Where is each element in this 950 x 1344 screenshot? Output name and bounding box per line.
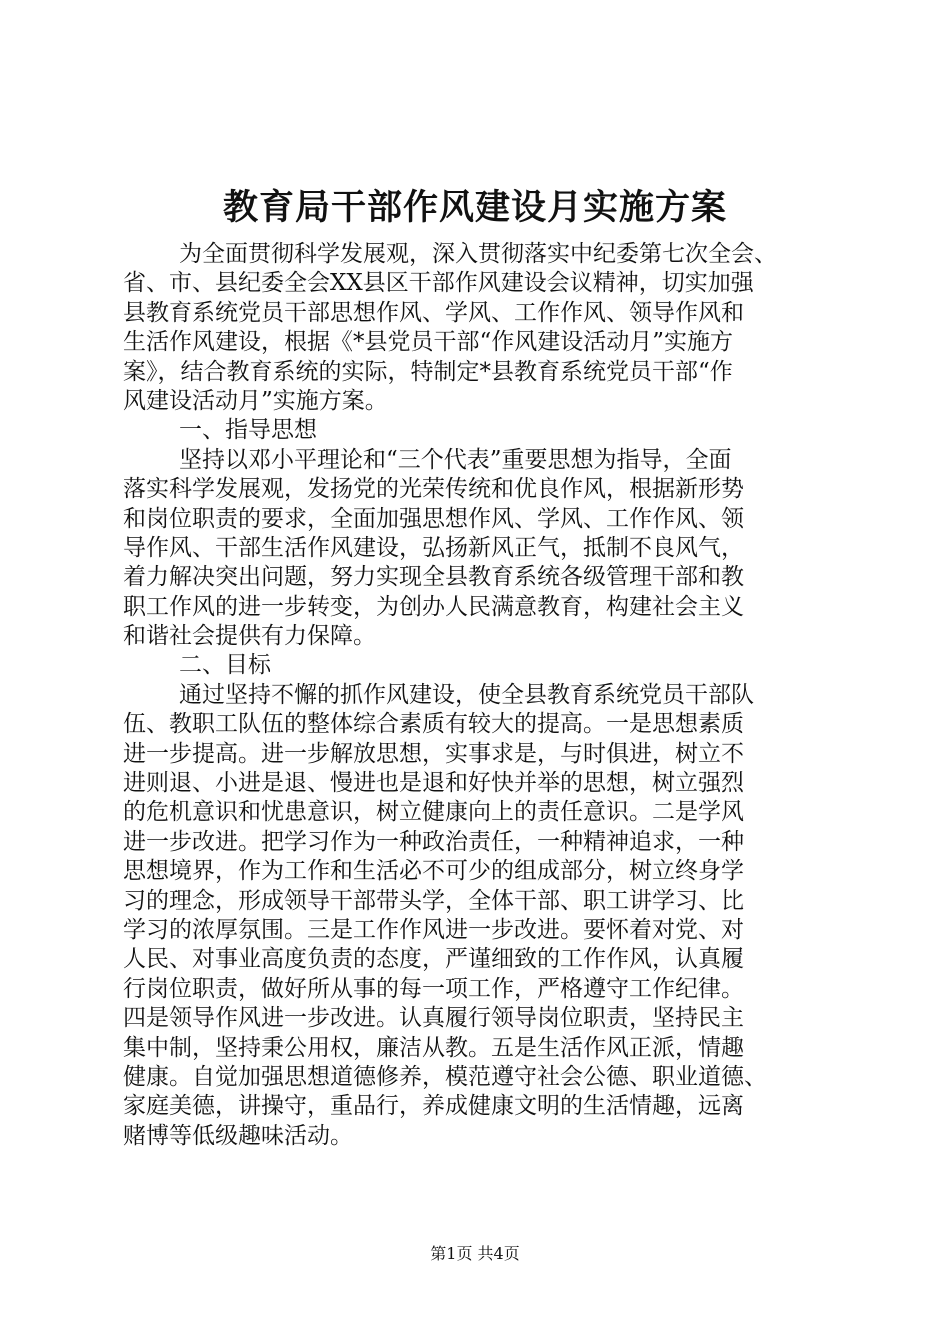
body-text-line: 通过坚持不懈的抓作风建设，使全县教育系统党员干部队 <box>179 681 754 708</box>
body-text-line: 进则退、小进是退、慢进也是退和好快并举的思想，树立强烈 <box>123 770 744 797</box>
document-title: 教育局干部作风建设月实施方案 <box>222 187 727 228</box>
body-text-line: 习的理念，形成领导干部带头学，全体干部、职工讲学习、比 <box>123 887 744 914</box>
body-text-line: 和岗位职责的要求，全面加强思想作风、学风、工作作风、领 <box>123 505 744 532</box>
body-text-line: 学习的浓厚氛围。三是工作作风进一步改进。要怀着对党、对 <box>123 916 744 943</box>
body-text-line: 赌博等低级趣味活动。 <box>123 1122 353 1149</box>
body-text-line: 导作风、干部生活作风建设，弘扬新风正气，抵制不良风气， <box>123 534 744 561</box>
body-text-line: 进一步提高。进一步解放思想，实事求是，与时俱进，树立不 <box>123 740 744 767</box>
body-text-line: 四是领导作风进一步改进。认真履行领导岗位职责，坚持民主 <box>123 1005 744 1032</box>
body-text-line: 集中制，坚持秉公用权，廉洁从教。五是生活作风正派，情趣 <box>123 1034 744 1061</box>
body-text-line: 和谐社会提供有力保障。 <box>123 623 376 650</box>
body-text-line: 着力解决突出问题，努力实现全县教育系统各级管理干部和教 <box>123 564 744 591</box>
body-text-line: 职工作风的进一步转变，为创办人民满意教育，构建社会主义 <box>123 593 744 620</box>
body-text-line: 行岗位职责，做好所从事的每一项工作，严格遵守工作纪律。 <box>123 975 744 1002</box>
body-text-line: 健康。自觉加强思想道德修养，模范遵守社会公德、职业道德、 <box>123 1063 767 1090</box>
body-text-line: 二、目标 <box>179 652 271 679</box>
page-footer: 第1页 共4页 <box>430 1244 520 1263</box>
body-text-line: 案》，结合教育系统的实际，特制定*县教育系统党员干部“作 <box>123 358 733 385</box>
body-text-line: 一、指导思想 <box>179 417 317 444</box>
body-text-line: 伍、教职工队伍的整体综合素质有较大的提高。一是思想素质 <box>123 711 744 738</box>
body-text-line: 生活作风建设，根据《*县党员干部“作风建设活动月”实施方 <box>123 329 734 356</box>
body-text-line: 风建设活动月”实施方案。 <box>123 387 388 414</box>
body-text-line: 为全面贯彻科学发展观，深入贯彻落实中纪委第七次全会、 <box>179 241 777 267</box>
body-text-line: 家庭美德，讲操守，重品行，养成健康文明的生活情趣，远离 <box>123 1093 744 1120</box>
body-text-line: 思想境界，作为工作和生活必不可少的组成部分，树立终身学 <box>123 858 744 885</box>
body-text-line: 落实科学发展观，发扬党的光荣传统和优良作风，根据新形势 <box>123 476 744 503</box>
document-body <box>123 240 835 1151</box>
body-text-line: 人民、对事业高度负责的态度，严谨细致的工作作风，认真履 <box>123 946 744 973</box>
body-text-line: 进一步改进。把学习作为一种政治责任，一种精神追求，一种 <box>123 828 744 855</box>
body-text-line: 省、市、县纪委全会XX县区干部作风建设会议精神，切实加强 <box>123 270 754 297</box>
body-text-line: 坚持以邓小平理论和“三个代表”重要思想为指导，全面 <box>179 446 732 473</box>
body-text-line: 的危机意识和忧患意识，树立健康向上的责任意识。二是学风 <box>123 799 744 826</box>
body-text-line: 县教育系统党员干部思想作风、学风、工作作风、领导作风和 <box>123 299 744 326</box>
